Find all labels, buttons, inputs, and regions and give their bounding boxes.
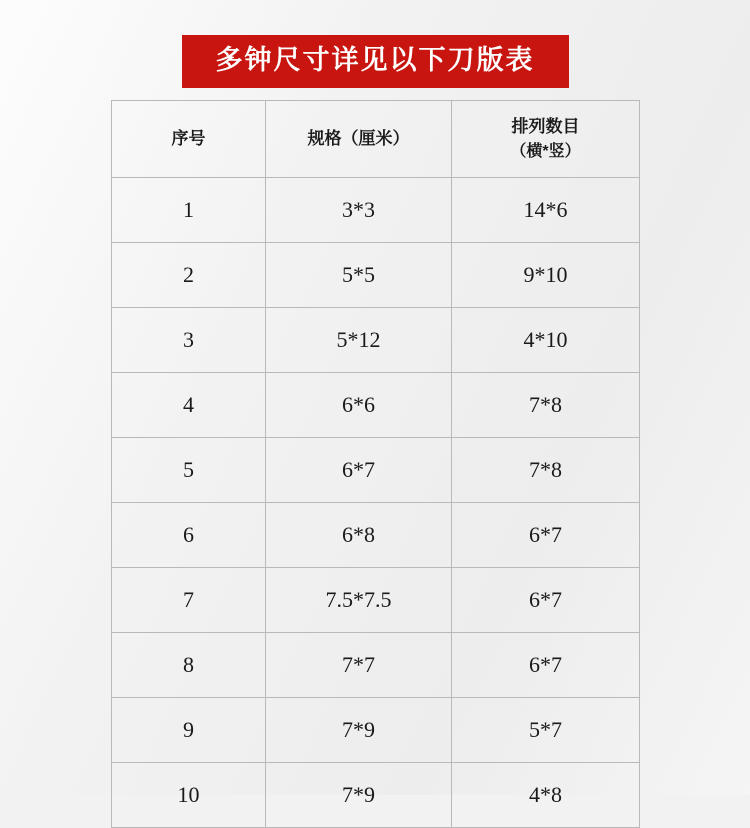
cut-table-container [111,100,639,828]
cell-index: 2 [112,243,266,308]
banner-title: 多钟尺寸详见以下刀版表 [182,35,569,88]
table-header-row [112,101,640,178]
column-header-layout [452,101,640,178]
cell-layout: 6*7 [452,503,640,568]
column-header-size [266,101,452,178]
cell-size: 3*3 [266,178,452,243]
table-row [112,373,640,438]
cell-index: 8 [112,633,266,698]
cell-layout: 7*8 [452,373,640,438]
column-header-layout-label: 排列数目 [511,117,580,137]
cell-size: 7*9 [266,763,452,828]
column-header-layout-sublabel: （横*竖） [510,142,581,160]
table-row [112,178,640,243]
cell-index: 10 [112,763,266,828]
cell-layout: 7*8 [452,438,640,503]
table-header [112,101,640,178]
column-header-size-label: 规格（厘米） [307,128,410,148]
cell-size: 5*12 [266,308,452,373]
table-row [112,503,640,568]
cell-layout: 5*7 [452,698,640,763]
column-header-index [112,101,266,178]
cell-size: 7.5*7.5 [266,568,452,633]
cell-size: 6*8 [266,503,452,568]
cell-size: 5*5 [266,243,452,308]
cell-layout: 6*7 [452,633,640,698]
table-row [112,698,640,763]
cell-size: 7*7 [266,633,452,698]
table-row [112,243,640,308]
cell-index: 3 [112,308,266,373]
table-row [112,568,640,633]
cell-size: 7*9 [266,698,452,763]
cell-layout: 9*10 [452,243,640,308]
cell-size: 6*7 [266,438,452,503]
cell-index: 4 [112,373,266,438]
table-row [112,308,640,373]
table-body [112,178,640,828]
table-row [112,438,640,503]
cell-layout: 6*7 [452,568,640,633]
cell-size: 6*6 [266,373,452,438]
table-row [112,763,640,828]
cell-index: 6 [112,503,266,568]
cell-layout: 4*10 [452,308,640,373]
cell-index: 1 [112,178,266,243]
cell-index: 5 [112,438,266,503]
cell-layout: 4*8 [452,763,640,828]
table-row [112,633,640,698]
cut-table [111,100,640,828]
cell-index: 7 [112,568,266,633]
cell-layout: 14*6 [452,178,640,243]
column-header-index-label: 序号 [171,128,206,148]
cell-index: 9 [112,698,266,763]
banner-container [0,35,750,88]
